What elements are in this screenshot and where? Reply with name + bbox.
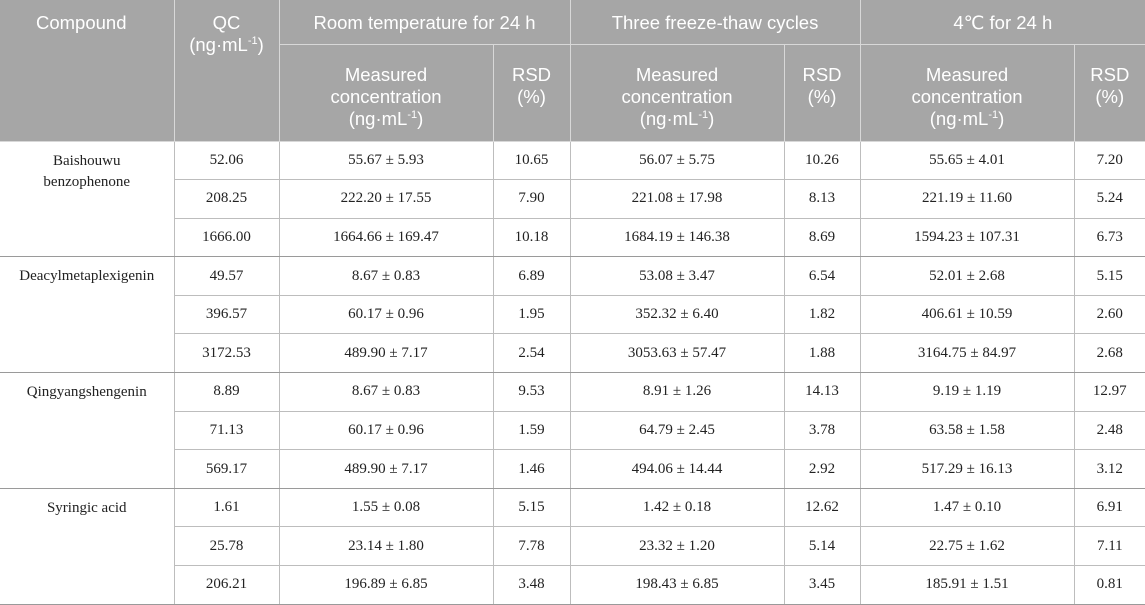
c4-measured-cell: 3164.75 ± 84.97	[860, 334, 1074, 373]
c4-measured-cell: 406.61 ± 10.59	[860, 295, 1074, 334]
header-room-temperature: Room temperature for 24 h	[279, 0, 570, 44]
rt-rsd-cell: 5.15	[493, 488, 570, 527]
rt-measured-cell: 222.20 ± 17.55	[279, 180, 493, 219]
qc-cell: 208.25	[174, 180, 279, 219]
rt-rsd-cell: 10.18	[493, 218, 570, 257]
header-ft-rsd: RSD (%)	[784, 44, 860, 141]
c4-measured-cell: 221.19 ± 11.60	[860, 180, 1074, 219]
rt-rsd-cell: 10.65	[493, 141, 570, 180]
rt-measured-cell: 60.17 ± 0.96	[279, 295, 493, 334]
rt-measured-cell: 1664.66 ± 169.47	[279, 218, 493, 257]
header-c4-rsd: RSD (%)	[1074, 44, 1145, 141]
header-compound: Compound	[0, 0, 174, 141]
qc-cell: 25.78	[174, 527, 279, 566]
rt-measured-cell: 60.17 ± 0.96	[279, 411, 493, 450]
ft-measured-cell: 1.42 ± 0.18	[570, 488, 784, 527]
ft-rsd-cell: 1.82	[784, 295, 860, 334]
qc-cell: 49.57	[174, 257, 279, 296]
ft-measured-cell: 1684.19 ± 146.38	[570, 218, 784, 257]
c4-rsd-cell: 2.60	[1074, 295, 1145, 334]
qc-cell: 71.13	[174, 411, 279, 450]
qc-cell: 3172.53	[174, 334, 279, 373]
rt-measured-cell: 55.67 ± 5.93	[279, 141, 493, 180]
rt-rsd-cell: 7.78	[493, 527, 570, 566]
ft-measured-cell: 53.08 ± 3.47	[570, 257, 784, 296]
compound-name: Deacylmetaplexigenin	[0, 257, 174, 373]
ft-rsd-cell: 2.92	[784, 450, 860, 489]
qc-cell: 1666.00	[174, 218, 279, 257]
header-ft-measured: Measured concentration $(ng\cdot mL^{-1})$	[570, 44, 784, 141]
rt-rsd-cell: 1.59	[493, 411, 570, 450]
c4-measured-cell: 1.47 ± 0.10	[860, 488, 1074, 527]
header-c4-measured: Measured concentration $(ng\cdot mL^{-1})$	[860, 44, 1074, 141]
c4-rsd-cell: 12.97	[1074, 373, 1145, 412]
compound-name: Syringic acid	[0, 488, 174, 604]
rt-measured-cell: 196.89 ± 6.85	[279, 566, 493, 605]
rt-measured-cell: 1.55 ± 0.08	[279, 488, 493, 527]
qc-cell: 569.17	[174, 450, 279, 489]
ft-rsd-cell: 5.14	[784, 527, 860, 566]
ft-rsd-cell: 3.78	[784, 411, 860, 450]
table-row	[0, 257, 1145, 296]
c4-measured-cell: 22.75 ± 1.62	[860, 527, 1074, 566]
rt-rsd-cell: 6.89	[493, 257, 570, 296]
ft-measured-cell: 494.06 ± 14.44	[570, 450, 784, 489]
ft-rsd-cell: 14.13	[784, 373, 860, 412]
header-rt-rsd: RSD (%)	[493, 44, 570, 141]
c4-rsd-cell: 6.73	[1074, 218, 1145, 257]
rt-rsd-cell: 2.54	[493, 334, 570, 373]
table-row	[0, 141, 1145, 180]
ft-measured-cell: 198.43 ± 6.85	[570, 566, 784, 605]
rt-rsd-cell: 7.90	[493, 180, 570, 219]
c4-measured-cell: 9.19 ± 1.19	[860, 373, 1074, 412]
rt-measured-cell: 8.67 ± 0.83	[279, 257, 493, 296]
compound-name: Baishouwu benzophenone	[0, 141, 174, 257]
ft-measured-cell: 64.79 ± 2.45	[570, 411, 784, 450]
ft-measured-cell: 3053.63 ± 57.47	[570, 334, 784, 373]
ft-measured-cell: 221.08 ± 17.98	[570, 180, 784, 219]
table-row	[0, 488, 1145, 527]
header-qc: QC $(ng\cdot mL^{-1})$	[174, 0, 279, 141]
c4-measured-cell: 185.91 ± 1.51	[860, 566, 1074, 605]
rt-measured-cell: 489.90 ± 7.17	[279, 334, 493, 373]
ft-rsd-cell: 8.69	[784, 218, 860, 257]
c4-rsd-cell: 2.68	[1074, 334, 1145, 373]
ft-rsd-cell: 8.13	[784, 180, 860, 219]
ft-rsd-cell: 12.62	[784, 488, 860, 527]
rt-rsd-cell: 1.46	[493, 450, 570, 489]
qc-cell: 206.21	[174, 566, 279, 605]
ft-rsd-cell: 3.45	[784, 566, 860, 605]
c4-rsd-cell: 5.24	[1074, 180, 1145, 219]
c4-measured-cell: 52.01 ± 2.68	[860, 257, 1074, 296]
c4-rsd-cell: 3.12	[1074, 450, 1145, 489]
c4-rsd-cell: 6.91	[1074, 488, 1145, 527]
ft-rsd-cell: 10.26	[784, 141, 860, 180]
ft-measured-cell: 56.07 ± 5.75	[570, 141, 784, 180]
qc-cell: 1.61	[174, 488, 279, 527]
c4-measured-cell: 55.65 ± 4.01	[860, 141, 1074, 180]
c4-measured-cell: 517.29 ± 16.13	[860, 450, 1074, 489]
c4-rsd-cell: 2.48	[1074, 411, 1145, 450]
header-4c: 4℃ for 24 h	[860, 0, 1145, 44]
c4-measured-cell: 63.58 ± 1.58	[860, 411, 1074, 450]
qc-cell: 8.89	[174, 373, 279, 412]
ft-measured-cell: 352.32 ± 6.40	[570, 295, 784, 334]
qc-cell: 52.06	[174, 141, 279, 180]
c4-measured-cell: 1594.23 ± 107.31	[860, 218, 1074, 257]
header-rt-measured: Measured concentration $(ng\cdot mL^{-1})$	[279, 44, 493, 141]
c4-rsd-cell: 5.15	[1074, 257, 1145, 296]
header-freeze-thaw: Three freeze-thaw cycles	[570, 0, 860, 44]
rt-measured-cell: 23.14 ± 1.80	[279, 527, 493, 566]
compound-name: Qingyangshengenin	[0, 373, 174, 489]
qc-cell: 396.57	[174, 295, 279, 334]
c4-rsd-cell: 7.20	[1074, 141, 1145, 180]
ft-measured-cell: 23.32 ± 1.20	[570, 527, 784, 566]
rt-rsd-cell: 3.48	[493, 566, 570, 605]
rt-rsd-cell: 1.95	[493, 295, 570, 334]
rt-rsd-cell: 9.53	[493, 373, 570, 412]
ft-rsd-cell: 1.88	[784, 334, 860, 373]
ft-rsd-cell: 6.54	[784, 257, 860, 296]
table-body	[0, 141, 1145, 604]
c4-rsd-cell: 7.11	[1074, 527, 1145, 566]
table-header	[0, 0, 1145, 141]
rt-measured-cell: 489.90 ± 7.17	[279, 450, 493, 489]
table-row	[0, 373, 1145, 412]
rt-measured-cell: 8.67 ± 0.83	[279, 373, 493, 412]
ft-measured-cell: 8.91 ± 1.26	[570, 373, 784, 412]
c4-rsd-cell: 0.81	[1074, 566, 1145, 605]
